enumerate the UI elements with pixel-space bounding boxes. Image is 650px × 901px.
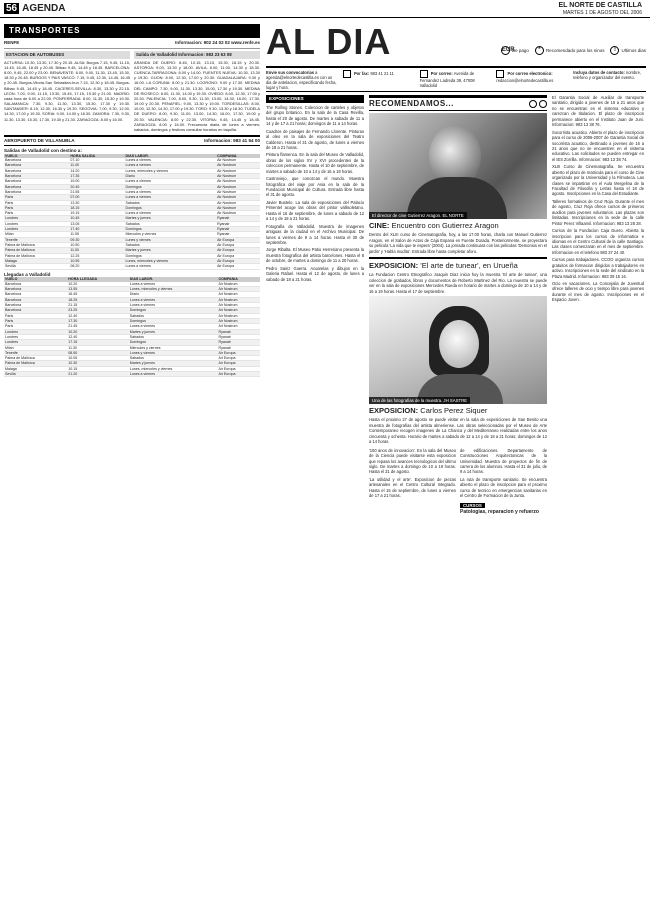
flight-cell: Londres (4, 334, 67, 339)
page-number-block (4, 3, 65, 16)
flight-cell: Air Nostrum (218, 287, 261, 292)
flight-cell: Malaga (4, 258, 69, 263)
flight-cell: Lunes a viernes (129, 372, 218, 377)
flight-cell: Ryanair (216, 232, 260, 237)
contact-strip (266, 68, 646, 92)
paper-name: EL NORTE DE CASTILLA (558, 2, 642, 9)
flight-cell: Lunes y viernes (125, 237, 217, 242)
contact-text: a agenda@elnortedecastilla.es con un dia de antelacion, especificando fecha, lugar y hora. (266, 70, 337, 91)
contact-label: Por fax: (353, 71, 370, 77)
email-icon (496, 70, 504, 78)
contact-label: Por correo electronico: (507, 71, 553, 77)
flight-cell: Palma de Mallorca (4, 356, 67, 361)
bottom-item: La ruta de transporte sanitario. Se encuentra abierto el plazo de inscripcion para el proximo curso de tecnico en emergencias sanitarias en el Centro de Formacion de la Junta. (460, 476, 547, 499)
curso-item: Talleres formativos de Cruz Roja. Durante el mes de agosto, Cruz Roja ofrece cursos de primeros auxilios para jovenes voluntarios. Las plazas son limitadas. Inscripciones en la sede de la calle Pintor Perez Villaamil. Informacion: 983 13 28 28. (552, 198, 644, 226)
arrivals-table (4, 277, 260, 377)
flight-cell: Air Nostrum (218, 282, 261, 287)
flight-cell: 17.35 (69, 173, 124, 178)
flight-cell: Lunes, miercoles y viernes (125, 168, 217, 173)
flight-cell: Martes y jueves (129, 361, 218, 366)
flight-cell: 19.15 (69, 211, 124, 216)
curso-item: Ocio en vacaciones. La Concejalia de Juventud ofrece talleres de ocio y tiempo libre para jovenes durante el mes de agosto. Inscripciones en el Espacio Joven. (552, 281, 644, 303)
airport-title: AEROPUERTO DE VILLANUBLA (4, 137, 75, 143)
flight-row (4, 264, 260, 269)
flight-cell: Palma de Mallorca (4, 361, 67, 366)
flight-cell: Ryanair (218, 340, 261, 345)
circle-icon (529, 100, 537, 108)
flight-cell: Lunes a viernes (125, 158, 217, 163)
flight-cell: 08.50 (67, 350, 128, 355)
flight-cell: Tenerife (4, 237, 69, 242)
headline-kicker: EXPOSICION: (369, 406, 419, 416)
recomendamos-bar (369, 95, 547, 111)
flight-cell: Air Nostrum (218, 324, 261, 329)
flight-cell: Lunes y viernes (129, 350, 218, 355)
exposiciones-column (266, 95, 364, 516)
flight-cell: Diario (129, 292, 218, 297)
flight-cell: Air Europa (218, 372, 261, 377)
flight-cell: 11.30 (67, 345, 128, 350)
headline-siquier (369, 407, 547, 415)
contact-text: 983 41 21 11 (370, 71, 394, 77)
flight-cell: Milan (4, 345, 67, 350)
flight-cell: 10.55 (69, 258, 124, 263)
flight-cell: Lunes, miercoles y viernes (125, 258, 217, 263)
recomendamos-title: RECOMENDAMOS... (369, 99, 454, 108)
legend-item-ultimos (610, 46, 646, 55)
flight-cell: Lunes a viernes (125, 195, 217, 200)
flight-cell: Domingos (129, 318, 218, 323)
flight-cell: 10.20 (67, 329, 128, 334)
page-header (0, 0, 650, 18)
arrivals-body (4, 282, 260, 377)
flight-cell: Ryanair (218, 345, 261, 350)
flight-cell: 19.00 (69, 179, 124, 184)
departures-body (4, 158, 260, 269)
content-columns (266, 95, 646, 516)
flight-cell: Paris (4, 313, 67, 318)
flight-cell: 12.40 (67, 313, 128, 318)
col-header: DIAS LABOR. (129, 277, 218, 281)
flight-cell: 21.15 (67, 303, 128, 308)
euro-icon: EUR (501, 47, 515, 53)
flight-cell: Lunes a viernes (125, 211, 217, 216)
flight-cell: Palma de Mallorca (4, 248, 69, 253)
photo-face (439, 320, 479, 368)
col-header: VUELO (4, 277, 67, 281)
al-dia-section (266, 24, 646, 896)
flight-cell: 14.20 (69, 168, 124, 173)
contact-label: Incluya datos de contacto: (573, 70, 625, 75)
divider (369, 257, 547, 259)
flight-cell: Air Nostrum (218, 303, 261, 308)
bus-col-2-text: ARANDA DE DUERO: 8.45, 10.15, 13.15, 15.30, 18.15 y 20.30. ASTORGA: 9.00, 13.30 y 18.00. AVILA: 8.00, 11.00, 14.30 y 18.30. CUENCA-TARRAGONA: 8.00 y 14.00. FUENTES NUEVA: 10.30, 13.30 y 19.30. GIJON: 8.00, 12.30, 17.00 y 20.30. GUADALAJARA: 9.30 y 16.00. LA CORUNA: 8.00 y 21.30. LOGRONO: 9.00 y 17.30. MEDINA DEL CAMPO: 7.30, 9.00, 11.30, 13.30, 15.00, 17.30 y 19.30. MEDINA DE RIOSECO: 8.00, 11.30, 14.00 y 19.30. OVIEDO: 8.00, 12.30, 17.00 y 20.30. PALENCIA: 7.00, 8.00, 9.30, 11.30, 13.00, 14.30, 16.00, 17.30, 19.00 y 20.30. PENAFIEL: 9.00, 13.30 y 19.00. TORDESILLAS: 8.00, 10.00, 12.30, 14.30, 17.00 y 19.30. TORO: 9.30, 13.30 y 18.30. TUDELA DE DUERO: 8.00, 9.30, 11.00, 13.00, 14.30, 16.00, 17.30, 19.00 y 20.30. VALENCIA: 8.00 y 22.30. VITORIA: 9.45, 14.45 y 18.45. ZARAGOZA: 8.00 y 16.00. Frecuencia diaria de lunes a viernes; sabados, domingos y festivos consultar horarios en taquilla. (134, 59, 260, 132)
contact-label: Por correo: (430, 71, 453, 77)
flight-cell: Air Europa (216, 243, 260, 248)
expo-item: The Rolling Stones. Coleccion de carteles y objetos del grupo britanico. En la sala de la Casa Revilla, hasta el 20 de agosto. De martes a sabado de 11 a 14 y de 17 a 21 horas; domingos de 11 a 14 horas. (266, 104, 364, 127)
flight-cell: Barcelona (4, 184, 69, 189)
flight-cell: Domingos (125, 253, 217, 258)
col-header: COMPANIA (216, 154, 260, 158)
departures-title: Salidas de Valladolid con destino a: (4, 147, 82, 153)
bus-col-1 (4, 51, 130, 132)
flight-cell: Domingos (129, 308, 218, 313)
flight-cell: Air Nostrum (218, 318, 261, 323)
flight-cell: Air Nostrum (216, 173, 260, 178)
flight-cell: Ryanair (216, 227, 260, 232)
flight-cell: Lunes a viernes (129, 297, 218, 302)
flight-cell: 21.55 (69, 189, 124, 194)
headline-kicker: EXPOSICION: (369, 261, 419, 271)
flight-cell: Air Nostrum (218, 313, 261, 318)
headline-text: Encuentro con Gutierrez Aragon (391, 221, 499, 231)
flight-cell: Barcelona (4, 189, 69, 194)
flight-cell: 12.25 (69, 253, 124, 258)
arrivals-title: Llegadas a Valladolid (4, 271, 51, 277)
flight-cell: Air Europa (218, 356, 261, 361)
contact-block-3 (420, 70, 493, 89)
circle-icon (539, 100, 547, 108)
col-header: HORA LLEGADA (67, 277, 128, 281)
legend-label: Recomendado para los ninos (545, 47, 605, 53)
cursos-column (552, 95, 644, 516)
col-header: HORA SALIDA (69, 154, 124, 158)
flight-cell: Lunes a viernes (125, 163, 217, 168)
article-tunear (369, 272, 547, 294)
photo-caption: Una de las fotografias de la muestra. JH SASTRE (369, 397, 470, 405)
section-name: AGENDA (22, 3, 66, 14)
flight-cell: Air Europa (216, 253, 260, 258)
article-body: Dentro del XLIII curso de Cinematografia, hoy, a las 17.00 horas, charla con Manuel Gutierrez Aragon, en el Salon de Actos de Caja Espana en Fuente Dorada. Posteriormente, se proyectara su pelicula 'La vida que te espera' (2004). La jornada continuara con las peliculas 'Demonios en el jardin' y 'Habla mudita'. Entrada libre hasta completar aforo. (369, 232, 547, 254)
cursos-title: Patologias, reparacion y refuerzo (460, 509, 539, 516)
legend-item-ninos (535, 46, 605, 55)
mail-icon (420, 70, 428, 78)
flight-cell: 12.40 (67, 334, 128, 339)
flight-cell: 08.20 (69, 264, 124, 269)
bottom-item: 'La utilidad y el arte'. Exposicion de piezas artesanales en el Centro Cultural Integrado. Hasta el 15 de septiembre, de lunes a viernes de 17 a 21 horas. (369, 476, 456, 499)
flight-cell: 13.55 (67, 287, 128, 292)
bus-col-2-head: Salida de Valladolid Informacion: 983 23 63 08 (134, 51, 260, 59)
flight-cell: Sevilla (4, 264, 69, 269)
expo-item: Javier Bustelo. La sala de exposiciones del Palacio Pimentel acoge las obras del pintor vallisoletano. Hasta el 16 de septiembre, de lunes a sabado de 12 a 14 y de 18 a 21 horas. (266, 199, 364, 222)
expo-item: Pedro Sainz Guerra. Acuarelas y dibujos en la Galeria Rafael. Hasta el 12 de agosto, de lunes a sabado de 18 a 21 horas. (266, 265, 364, 282)
curso-item: Socorrista acuatico. Abierto el plazo de inscripcion para el curso de 2006-2007 de Garantia Social de socorrista acuatico, destinado a jovenes de 16 a 21 anos que no se encuentren en el sistema educativo. Las solicitudes se pueden entregar en el IES Zorrilla. Informacion: 983 13 38 74. (552, 129, 644, 162)
bottom-col-1 (369, 448, 456, 516)
flight-cell: 11.40 (69, 163, 124, 168)
flight-cell: Paris (4, 318, 67, 323)
flight-cell: Barcelona (4, 282, 67, 287)
flight-cell: Air Europa (218, 350, 261, 355)
flight-cell: Lunes a viernes (129, 282, 218, 287)
departures-table (4, 154, 260, 270)
flight-cell: Palma de Mallorca (4, 243, 69, 248)
flight-cell: Air Europa (218, 361, 261, 366)
bus-col-1-head: ESTACION DE AUTOBUSES (4, 51, 130, 59)
flight-cell: Martes y jueves (125, 248, 217, 253)
col-header: COMPANIA (218, 277, 261, 281)
flight-cell: 16.45 (67, 292, 128, 297)
al-dia-header (266, 24, 646, 68)
flight-cell: Martes y jueves (129, 329, 218, 334)
transportes-section (4, 24, 260, 896)
renfe-row (4, 38, 260, 49)
flight-cell: 07.00 (69, 195, 124, 200)
flight-cell: Londres (4, 340, 67, 345)
flight-cell: Miercoles y viernes (125, 232, 217, 237)
flight-cell: Diario (125, 173, 217, 178)
paper-date: MARTES 1 DE AGOSTO DEL 2006 (562, 10, 642, 16)
flight-cell: Londres (4, 216, 69, 221)
flight-cell: Air Europa (216, 237, 260, 242)
flight-cell: 11.00 (69, 248, 124, 253)
flight-row (4, 372, 260, 377)
flight-cell: Sabados (125, 243, 217, 248)
flight-cell: Domingos (125, 227, 217, 232)
flight-cell: 10.30 (67, 361, 128, 366)
headline-tunear (369, 262, 547, 270)
flight-cell: 10.20 (67, 282, 128, 287)
contact-block-5 (573, 70, 646, 89)
flight-cell: Ryanair (216, 221, 260, 226)
flight-cell: Air Nostrum (216, 195, 260, 200)
bus-schedule (4, 51, 260, 132)
airport-bar (4, 135, 260, 146)
cursos-text (552, 95, 644, 303)
fax-icon (343, 70, 351, 78)
legend-label: Ultimos dias (621, 47, 646, 53)
flight-cell: Air Nostrum (218, 297, 261, 302)
curso-item: El Garantia Social de Auxiliar de transporte sanitario, dirigido a jovenes de 16 a 21 anos que no se encuentran en el sistema educativo y carezcan de titulacion. El plazo de inscripcion permanece abierto en el Instituto Juan de Juni. Informacion: 983 13 38 76. (552, 95, 644, 128)
flight-cell: 13.05 (69, 221, 124, 226)
star-icon: * (535, 46, 544, 55)
flight-cell: 10.50 (69, 243, 124, 248)
contact-text: Avenida de Fernandez Ladreda 39, 47008 Valladolid (419, 71, 475, 89)
headline-kicker: CINE: (369, 221, 390, 231)
flight-cell: Lunes a viernes (129, 324, 218, 329)
flight-cell: Air Europa (216, 258, 260, 263)
flight-cell: Lunes a viernes (125, 189, 217, 194)
flight-cell: 10.45 (69, 216, 124, 221)
bottom-item: '100 anos de innovacion'. En la sala del Museo de la Ciencia puede visitarse esta exposicion que repasa los avances tecnologicos del ultimo siglo. De martes a domingo de 10 a 19 horas. Hasta el 31 de agosto. (369, 447, 456, 475)
headline-text: 'El arte de tunear', en Urueña (420, 261, 518, 271)
flight-cell: Barcelona (4, 179, 69, 184)
recomendamos-column (369, 95, 547, 516)
flight-cell: Tenerife (4, 350, 67, 355)
flight-cell: Sabados (125, 221, 217, 226)
article-body: La Fundacion Centro Etnografico Joaquin Diaz inicia hoy la muestra 'El arte de tunear', una coleccion de grabados, libros y documentos de Roberto Martinez del Rio. La muestra se puede ver en la sala de exposiciones Mercedes Rueda en horario de martes a domingo de 10 a 14 y de 16 a 19 horas. Hasta el 17 de septiembre. (369, 272, 547, 294)
exposiciones-text (266, 105, 364, 282)
alert-icon: ! (610, 46, 619, 55)
flight-cell: Sabados (125, 200, 217, 205)
exposiciones-bar: EXPOSICIONES (266, 95, 364, 103)
flight-cell: Barcelona (4, 163, 69, 168)
flight-cell: Lunes a viernes (125, 264, 217, 269)
recomendamos-icons (529, 100, 547, 108)
al-dia-title: AL DIA (266, 24, 392, 62)
transportes-title: TRANSPORTES (4, 24, 260, 38)
flight-cell: 17.15 (67, 340, 128, 345)
flight-cell: Air Nostrum (216, 184, 260, 189)
expo-item: Pintura flamenca. En la sala del Museo de Valladolid, obras de los siglos XV y XVI procedentes de la coleccion permanente. Hasta el 10 de septiembre, de martes a sabado de 10 a 14 y de 16 a 19 horas. (266, 152, 364, 174)
contact-block-1 (266, 70, 339, 89)
flight-cell: Barcelona (4, 303, 67, 308)
flight-cell: Lunes a viernes (125, 179, 217, 184)
flight-cell: Air Nostrum (216, 158, 260, 163)
photo-caption: El director de cine Gutierrez Aragon. EL NORTE (369, 212, 467, 220)
curso-item: Cursos para trabajadores. CCOO organiza cursos gratuitos de formacion dirigidos a trabajadores en activo. Inscripciones en la sede del sindicato en la Plaza Madrid. Informacion: 983 39 15 16. (552, 257, 644, 279)
flight-cell: 07.10 (69, 158, 124, 163)
flight-cell: 23.25 (67, 308, 128, 313)
flight-cell: 10.15 (67, 366, 128, 371)
flight-cell: Paris (4, 195, 69, 200)
flight-cell: Air Nostrum (216, 168, 260, 173)
contact-text: nombre, telefono y organizador del evento. (573, 70, 641, 81)
flight-cell: Londres (4, 227, 69, 232)
flight-cell: Paris (4, 200, 69, 205)
renfe-label: RENFE (4, 40, 20, 46)
expo-item: Fotografia de Valladolid. Muestra de imagenes antiguas de la ciudad en el Archivo Municipal. De lunes a viernes de 9 a 14 horas. Hasta el 30 de septiembre. (266, 223, 364, 245)
flight-cell: Lunes, miercoles y viernes (129, 287, 218, 292)
airport-info: Informacion: 983 41 54 00 (204, 137, 260, 143)
flight-cell: Barcelona (4, 297, 67, 302)
article-siquier (369, 417, 547, 444)
flight-cell: 17.40 (69, 227, 124, 232)
flight-cell: Martes y jueves (125, 216, 217, 221)
legend-label: De pago (511, 47, 529, 53)
contact-block-2 (343, 70, 416, 89)
headline-text: Carlos Perez Siquer (420, 406, 488, 416)
flight-cell: Domingos (129, 340, 218, 345)
flight-cell: Barcelona (4, 308, 67, 313)
flight-cell: Domingos (125, 184, 217, 189)
flight-cell: Miercoles y viernes (129, 345, 218, 350)
flight-cell: Air Nostrum (216, 163, 260, 168)
article-cine (369, 232, 547, 254)
flight-cell: Palma de Mallorca (4, 253, 69, 258)
flight-cell: 18.25 (67, 297, 128, 302)
flight-cell: Ryanair (218, 334, 261, 339)
article-body: Hasta el proximo 27 de agosto se puede visitar en la sala de exposiciones de San Benito una muestra de fotografias del artista almeriense. Las obras seleccionadas por el Museo de Arte Contemporaneo recogen imagenes de La Chanca y del Mediterraneo realizadas entre los anos cincuenta y ochenta. Horario de martes a sabado de 12 a 14 y de 18 a 21 horas; domingos de 12 a 14 horas. (369, 417, 547, 445)
bottom-col-2 (460, 448, 547, 516)
photo-perez-siquier (369, 296, 547, 404)
flight-cell: 10.05 (67, 356, 128, 361)
flight-cell: Barcelona (4, 168, 69, 173)
flight-cell: Air Nostrum (216, 200, 260, 205)
col-header: DIAS LABOR. (125, 154, 217, 158)
flight-cell: Malaga (4, 366, 67, 371)
curso-item: XLIII Curso de Cinematografia. Se encuentra abierto el plazo de matricula para el curso de Cine organizado por la Universidad y la Filmoteca. Las clases se impartiran en el Aula Mergelina de la Facultad de Filosofia y Letras hasta el 18 de agosto. Inscripciones en la Casa del Estudiante. (552, 164, 644, 197)
bus-col-2 (134, 51, 260, 132)
headline-cine (369, 222, 547, 230)
legend-item-pago (501, 46, 529, 55)
flight-cell: Air Nostrum (216, 189, 260, 194)
flight-cell: Lunes, miercoles y viernes (129, 366, 218, 371)
flight-cell: Barcelona (4, 158, 69, 163)
flight-cell: Air Nostrum (216, 211, 260, 216)
flight-cell: 21.45 (67, 324, 128, 329)
flight-cell: Sevilla (4, 372, 67, 377)
flight-cell: 18.15 (69, 205, 124, 210)
flight-cell: Barcelona (4, 292, 67, 297)
flight-cell: Paris (4, 324, 67, 329)
flight-cell: Air Nostrum (216, 205, 260, 210)
flight-cell: Milan (4, 232, 69, 237)
flight-cell: Air Europa (216, 248, 260, 253)
flight-cell: Barcelona (4, 173, 69, 178)
expo-item: Cuadros de paisajes de Fernando Llorente. Pinturas al oleo en la sala de exposiciones del Teatro Calderon. Hasta el 31 de agosto, de lunes a viernes de 18 a 21 horas. (266, 128, 364, 150)
flight-cell: Air Nostrum (218, 292, 261, 297)
contact-label: Envie sus convocatorias (266, 70, 315, 75)
flight-cell: Air Nostrum (216, 179, 260, 184)
flight-cell: Air Europa (218, 366, 261, 371)
contact-block-4 (496, 70, 569, 89)
col-header: VUELO (4, 154, 69, 158)
flight-cell: 17.30 (67, 318, 128, 323)
bottom-row (369, 448, 547, 516)
flight-cell: Ryanair (218, 329, 261, 334)
flight-cell: Sabados (129, 313, 218, 318)
page-number: 56 (6, 3, 18, 14)
flight-cell: Ryanair (216, 216, 260, 221)
flight-cell: Paris (4, 205, 69, 210)
flight-cell: 20.45 (69, 184, 124, 189)
flight-cell: Londres (4, 221, 69, 226)
legend (501, 46, 646, 55)
expo-item: Castroviejo, que conozcan el mundo. Muestra fotografica del viaje por Asia en la sala de la Fundacion Municipal de Cultura. Entrada libre hasta el 31 de agosto. (266, 176, 364, 198)
flight-cell: Air Europa (216, 264, 260, 269)
flight-cell: Lunes a viernes (129, 303, 218, 308)
flight-cell: Domingos (125, 205, 217, 210)
flight-cell: 09.30 (69, 237, 124, 242)
flight-cell: 13.30 (69, 200, 124, 205)
flight-cell: Barcelona (4, 287, 67, 292)
flight-cell: 21.20 (67, 372, 128, 377)
flight-cell: 11.55 (69, 232, 124, 237)
photo-gutierrez-aragon (369, 113, 547, 219)
bottom-item: de edificaciones. Departamento de Construcciones Arquitectonicas de la Universidad. Muestra de proyectos de fin de carrera de los alumnos. Hasta el 31 de julio, de 9 a 14 horas. (460, 447, 547, 475)
bus-col-1-text: ACTURSA: 10.30, 13.30, 17.30 y 20.15. ALSA: Burgos 7.15, 9.45, 11.15, 14.45, 16.45, 18.45 y 20.45. Bilbao 9.45, 14.45 y 18.45. BARCELONA: 8.00, 9.45, 22.00 y 23.00. BENAVENTE: 8.00, 9.00, 11.30, 13.45, 15.30, 18.30 y 20.45. BURGOS Y PAIS VASCO: 7.15, 9.45, 12.30, 14.45, 16.45 y 20.45. Burgos-Vitoria-San Sebastian-Irun 7.15, 12.30 y 18.45. Burgos-Bilbao 9.45, 14.45 y 18.45. CACERES-SEVILLA: 8.30, 13.30 y 22.15. LEON: 7.00, 9.00, 11.15, 13.30, 15.45, 17.15, 19.30 y 21.00. MADRID: cada hora de 6.00 a 22.00. PONFERRADA: 8.00, 11.30, 15.30 y 19.30. SALAMANCA: 7.30, 9.30, 11.30, 13.30, 15.30, 17.30 y 19.30. SANTANDER: 8.15, 12.30, 16.30 y 19.30. SEGOVIA: 7.00, 9.30, 12.00, 14.30, 17.00 y 19.30. SORIA: 9.00, 14.00 y 18.30. ZAMORA: 7.30, 9.30, 11.30, 13.30, 15.30, 17.30, 19.30 y 21.30. ZARAGOZA: 8.00 y 16.00. (4, 59, 130, 122)
renfe-info: Informacion: 902 24 02 02 www.renfe.es (175, 40, 260, 46)
flight-cell: Sabados (129, 356, 218, 361)
flight-cell: Air Nostrum (218, 308, 261, 313)
flight-cell: Paris (4, 211, 69, 216)
expo-item: Jorge Ribalta. El Museo Patio Herreriano presenta la muestra fotografica del artista barcelones. Hasta el 8 de octubre, de martes a domingo de 11 a 20 horas. (266, 247, 364, 264)
curso-item: Cursos de la Fundacion Caja Duero. Abierta la inscripcion para los cursos de informatica e idiomas en el Centro Cultural de la calle Santiago. Las clases comenzaran en el mes de septiembre. Informacion en el telefono 983 37 24 40. (552, 228, 644, 255)
cursos-bar: CURSOS (460, 503, 485, 509)
flight-cell: Sabados (129, 334, 218, 339)
flight-cell: Londres (4, 329, 67, 334)
contact-text: redaccion@elnortedecastilla.es (496, 78, 554, 83)
